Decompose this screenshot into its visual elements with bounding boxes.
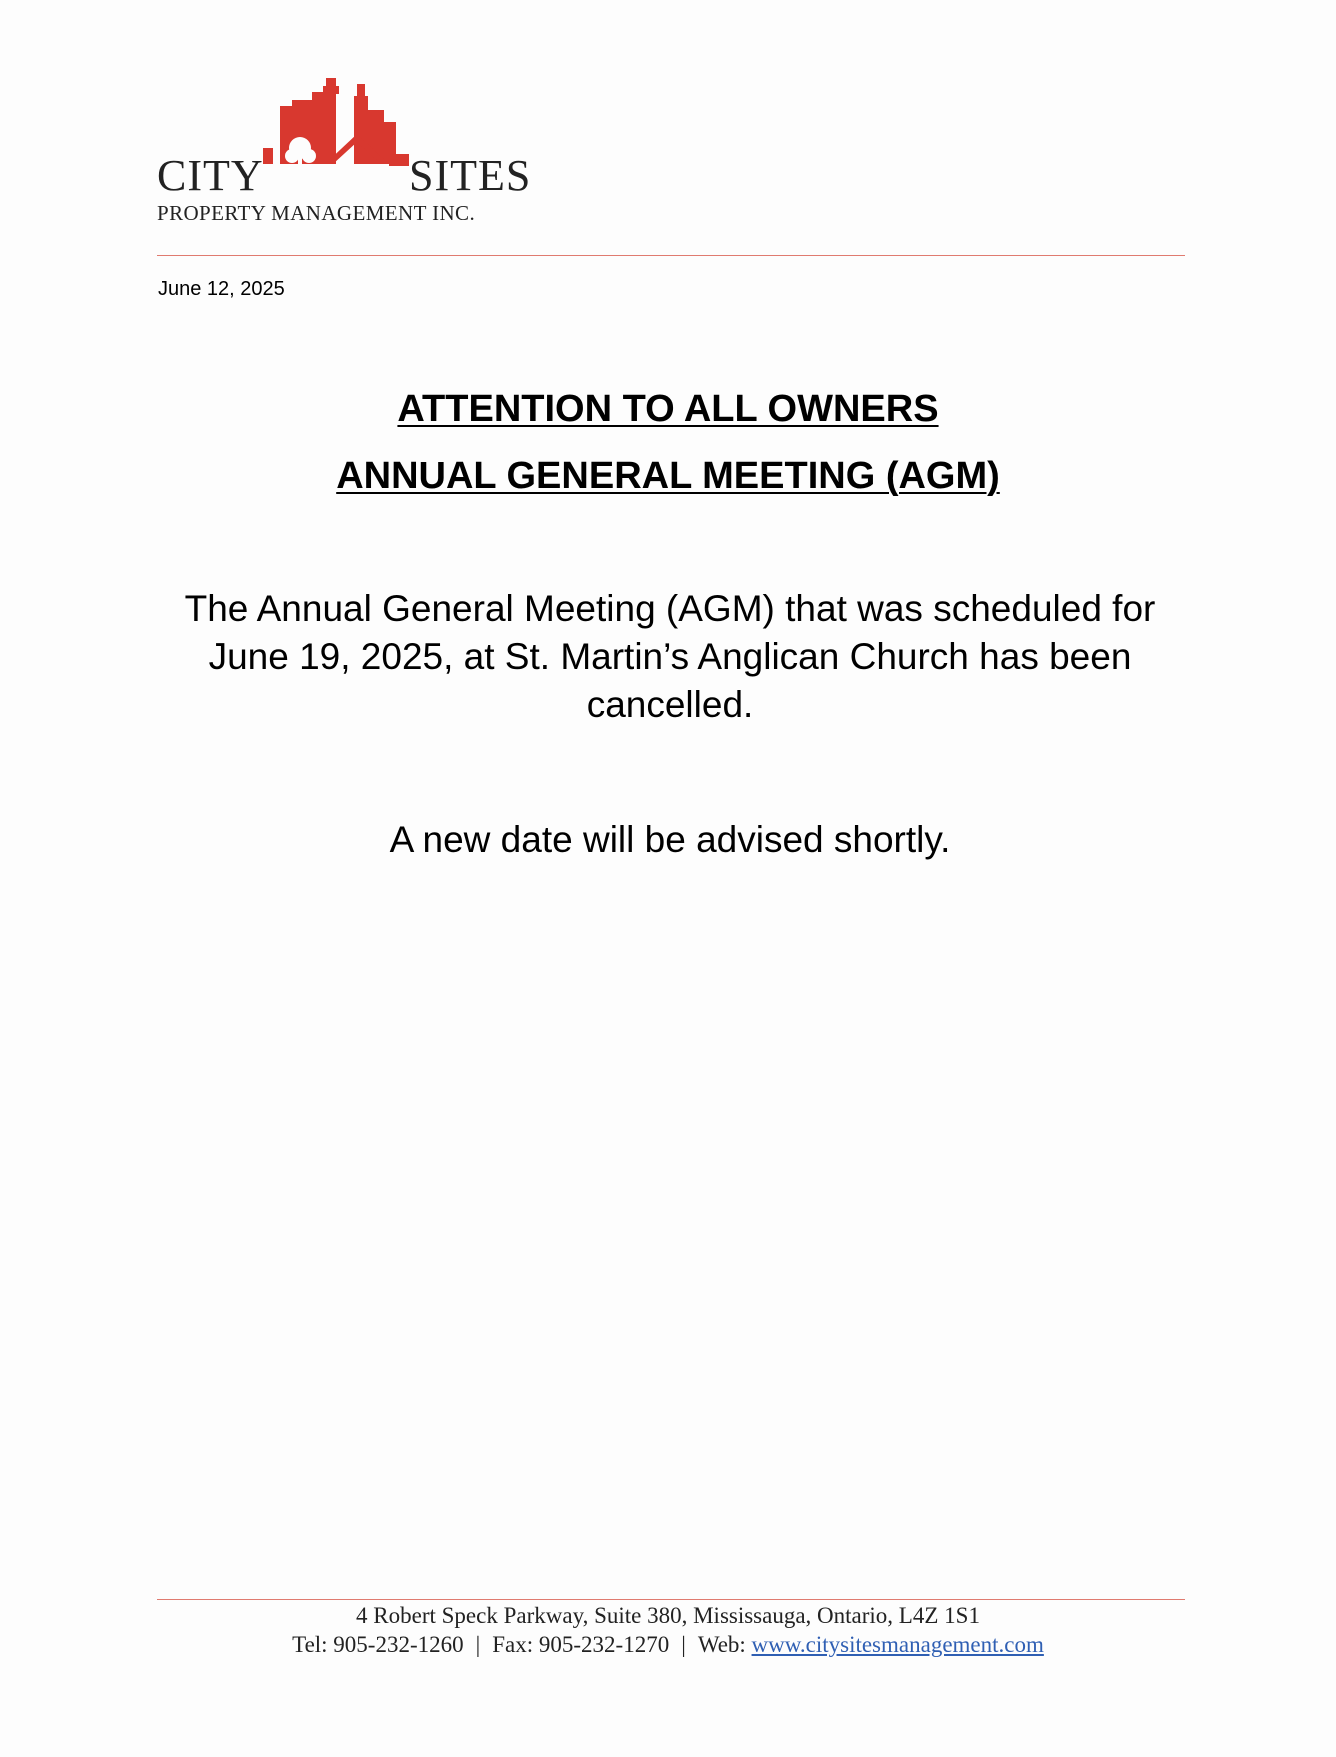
logo-word-city: CITY [157, 151, 264, 200]
heading-attention: ATTENTION TO ALL OWNERS [397, 388, 939, 430]
footer-web-label: Web: [697, 1632, 746, 1657]
footer-tel: Tel: 905-232-1260 [292, 1632, 464, 1657]
footer-contact [0, 1632, 1336, 1658]
new-date-notice: A new date will be advised shortly. [389, 819, 951, 860]
logo-subtitle: PROPERTY MANAGEMENT INC. [157, 201, 476, 225]
website-link[interactable]: www.citysitesmanagement.com [751, 1632, 1044, 1657]
footer-separator: | [475, 1632, 481, 1657]
footer-divider [157, 1599, 1185, 1600]
footer-address: 4 Robert Speck Parkway, Suite 380, Mississauga, Ontario, L4Z 1S1 [356, 1603, 980, 1628]
header-divider [157, 255, 1185, 256]
logo-word-sites: SITES [409, 151, 532, 200]
cancellation-notice: The Annual General Meeting (AGM) that was scheduled for June 19, 2025, at St. Martin’s Anglican Church has been cancelled. [184, 588, 1156, 725]
footer-separator: | [681, 1632, 686, 1657]
company-logo [157, 76, 547, 226]
heading-agm: ANNUAL GENERAL MEETING (AGM) [336, 455, 1000, 497]
footer-fax: Fax: 905-232-1270 [492, 1632, 670, 1657]
letter-date: June 12, 2025 [158, 278, 285, 300]
